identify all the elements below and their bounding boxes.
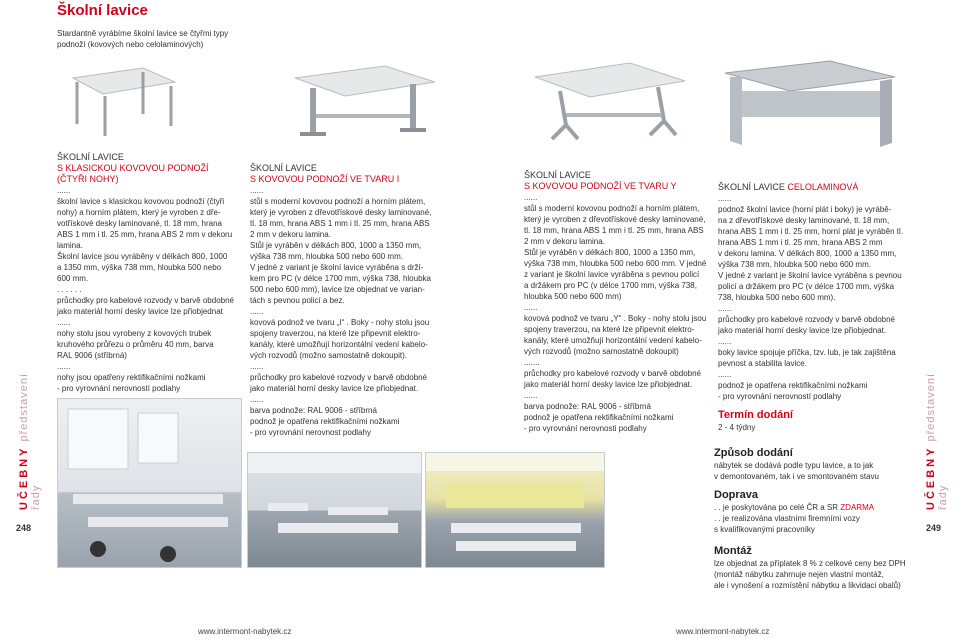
text-line: nohy) a horním plátem, který je vyroben z dře- [57,208,221,217]
text-line: podnož je opatřena rektifikačními nožkami [718,381,868,390]
text-line: stůl s moderní kovovou podnoží a horním plátem, [250,197,426,206]
side-right-light: představení řady [925,373,949,510]
text-line: . . . . . . [57,285,82,294]
footer-url-left: www.intermont-nabytek.cz [198,627,292,636]
text-line: lamina. [57,241,83,250]
right-column-a [524,170,709,434]
right-a-heading-1: ŠKOLNÍ LAVICE [524,170,591,180]
left-heading-2: S KLASICKOU KOVOVOU PODNOŽÍ [57,163,209,173]
text-line: ...... [524,193,538,202]
text-line: ...... [250,307,264,316]
text-line: ...... [718,370,732,379]
doprava-line-3: s kvalifikovanými pracovníky [714,525,815,534]
text-line: jako materiál horní desky lavice lze přiobjednat. [250,384,419,393]
text-line: Stůl je vyráběn v délkách 800, 1000 a 1350 mm, [250,241,422,250]
text-line: výška 738 mm, hloubka 500 nebo 600 mm. [718,260,871,269]
text-line: spojeny traverzou, na které lze připevnit elektro- [250,329,421,338]
text-line: kanály, které umožňují horizontální vedení kabelo- [250,340,428,349]
text-line: podnož školní lavice (horní plát i boky) je vyrábě- [718,205,892,214]
intro-line: Stardantně vyrábíme školní lavice se čtyřmi typy [57,29,229,38]
left-column [57,152,237,394]
text-line: který je vyroben z dřevotřískové desky laminované, [524,215,706,224]
text-line: 2 mm v dekoru lamina. [524,237,605,246]
text-line: průchodky pro kabelové rozvody v barvě obdobné [57,296,234,305]
text-line: ABS 1 mm i tl. 25 mm, hrana ABS 2 mm v dekoru [57,230,233,239]
text-line: ...... [718,194,732,203]
text-line: 738, hloubka 500 nebo 600 mm). [718,293,836,302]
side-label-left [18,360,42,510]
text-line: - pro vyrovnání nerovností podlahy [718,392,842,401]
text-line: průchodky pro kabelové rozvody v barvě obdobné [250,373,427,382]
text-line: policí a držákem pro PC (v délce 1700 mm, výška [718,282,895,291]
desk-y-legs-photo [530,55,690,147]
text-line: tách s pevnou policí a bez. [250,296,345,305]
text-line: jako materiál horní desky lavice lze přiobjednat [57,307,223,316]
middle-column [250,163,450,438]
doprava-line-1-text: . . je poskytována po celé ČR a SR [714,503,841,512]
text-line: V jedné z variant je školní lavice vyráběna s pevnou [718,271,902,280]
text-line: barva podnože: RAL 9006 - stříbrná [524,402,651,411]
page-number-left: 248 [16,523,32,533]
text-line: hrana ABS 1 mm i tl. 25 mm, horní plát je vyráběn tl. [718,227,903,236]
text-line: vých rozvodů (možno samostatně dokoupit) [524,347,679,356]
page-number-right: 249 [926,523,942,533]
montaz-title: Montáž [714,545,752,557]
text-line: a 1350 mm, výška 738 mm, hloubka 500 nebo [57,263,222,272]
footer-url-right: www.intermont-nabytek.cz [676,627,770,636]
classroom-photo-2 [247,452,422,568]
text-line: ...... [57,186,71,195]
termin-title: Termín dodání [718,409,793,421]
montaz-info [714,538,914,591]
text-line: ....... [524,358,540,367]
text-line: tl. 18 mm, hrana ABS 1 mm i tl. 25 mm, hrana ABS [250,219,430,228]
middle-heading-2: S KOVOVOU PODNOŽÍ VE TVARU I [250,174,400,184]
text-line: stůl s moderní kovovou podnoží a horním plátem, [524,204,700,213]
left-heading-1: ŠKOLNÍ LAVICE [57,152,124,162]
side-label-right [925,350,949,510]
side-right-bold: UČEBNY [925,445,937,510]
text-line: kem pro PC (v délce 1700 mm, výška 738, hloubka [250,274,431,283]
montaz-line: lze objednat za příplatek 8 % z celkové ceny bez DPH [714,559,906,568]
text-line: V jedné z variant je školní lavice vyráběna s drží- [250,263,424,272]
zpusob-line: nábytek se dodává podle typu lavice, a to jak [714,461,874,470]
right-b-heading-black: ŠKOLNÍ LAVICE [718,182,785,192]
text-line: votřískové desky laminované, tl. 18 mm, hrana [57,219,222,228]
text-line: jako materiál horní desky lavice lze přiobjednat. [524,380,693,389]
doprava-zdarma: ZDARMA [840,503,875,512]
text-line: ...... [250,395,264,404]
text-line: ...... [250,362,264,371]
desk-four-legs-photo [63,60,183,140]
text-line: jako materiál horní desky lavice lze přiobjednat. [718,326,887,335]
text-line: ...... [57,362,71,371]
intro-line: podnoží (kovových nebo celolaminových) [57,40,204,49]
intro-text [57,28,287,50]
text-line: - pro vyrovnání nerovnosti podlahy [524,424,647,433]
doprava-title: Doprava [714,489,759,501]
text-line: nohy stolu jsou vyrobeny z kovových trubek [57,329,212,338]
zpusob-title: Způsob dodání [714,447,793,459]
delivery-info [714,440,914,535]
classroom-photo-1 [57,398,242,568]
side-left-bold: UČEBNY [18,445,30,510]
text-line: ...... [57,318,71,327]
text-line: ...... [718,337,732,346]
text-line: výška 738 mm, hloubka 500 nebo 600 mm. [250,252,403,261]
text-line: - pro vyrovnání nerovností podlahy [57,384,181,393]
text-line: hloubka 500 nebo 600 mm) [524,292,622,301]
text-line: nohy jsou opatřeny rektifikačními nožkami [57,373,206,382]
text-line: který je vyroben z dřevotřískové desky laminované, [250,208,432,217]
right-a-heading-2: S KOVOVOU PODNOŽÍ VE TVARU Y [524,181,677,191]
text-line: Školní lavice jsou vyráběny v délkách 800, 1000 [57,252,228,261]
doprava-line-2: . . je realizována vlastními firemními vozy [714,514,860,523]
text-line: tl. 18 mm, hrana ABS 1 mm i tl. 25 mm, hrana ABS [524,226,704,235]
text-line: z variant je školní lavice vyráběna s pevnou policí [524,270,700,279]
zpusob-line: v demontovaném, tak i ve smontovaném stavu [714,472,879,481]
text-line: výška 738 mm, hloubka 500 nebo 600 mm. V jedné [524,259,707,268]
desk-i-legs-photo [290,58,440,143]
text-line: hrana ABS 1 mm i tl. 25 mm, hrana ABS 2 mm [718,238,883,247]
text-line: ...... [524,391,538,400]
text-line: vých rozvodů (možno samostatně dokoupit). [250,351,407,360]
desk-full-laminate-photo [720,55,900,155]
text-line: boky lavice spojuje příčka, tzv. lub, je tak zajištěna [718,348,896,357]
middle-heading-1: ŠKOLNÍ LAVICE [250,163,317,173]
text-line: průchodky pro kabelové rozvody v barvě obdobné [524,369,701,378]
text-line: 2 mm v dekoru lamina. [250,230,331,239]
termin-text: 2 - 4 týdny [718,423,756,432]
text-line: RAL 9006 (stříbrná) [57,351,127,360]
text-line: školní lavice s klasickou kovovou podnoží (čtyři [57,197,225,206]
text-line: ...... [718,304,732,313]
text-line: barva podnože: RAL 9006 - stříbrná [250,406,377,415]
side-left-light: představení řady [18,373,42,510]
text-line: kanály, které umožňují horizontální vedení kabelo- [524,336,702,345]
text-line: pevnost a stabilita lavice. [718,359,807,368]
right-b-heading-red: CELOLAMINOVÁ [787,182,859,192]
right-column-b [718,182,908,433]
left-heading-3: (ČTYŘI NOHY) [57,174,119,184]
text-line: na z dřevotřískové desky laminované, tl. 18 mm, [718,216,890,225]
montaz-line: (montáž nábytku zahrnuje nejen vlastní montáž, [714,570,884,579]
text-line: Stůl je vyráběn v délkách 800, 1000 a 1350 mm, [524,248,696,257]
text-line: kruhového průřezu o průměru 40 mm, barva [57,340,214,349]
montaz-line: ale i vynošení a rozmístění nábytku a likvidaci obalů) [714,581,901,590]
classroom-photo-3 [425,452,605,568]
text-line: kovová podnož ve tvaru „I“ . Boky - nohy stolu jsou [250,318,430,327]
text-line: - pro vyrovnání nerovnost podlahy [250,428,371,437]
text-line: podnož je opatřena rektifikačními nožkami [250,417,400,426]
right-b-heading [718,182,908,193]
doprava-line-1 [714,502,914,513]
text-line: podnož je opatřena rektifikačními nožkami [524,413,674,422]
text-line: ...... [524,303,538,312]
text-line: ...... [250,186,264,195]
text-line: 600 mm. [57,274,89,283]
text-line: kovová podnož ve tvaru „Y“ . Boky - nohy stolu jsou [524,314,707,323]
text-line: průchodky pro kabelové rozvody v barvě obdobné [718,315,895,324]
page-title: Školní lavice [57,2,148,19]
text-line: v dekoru lamina. V délkách 800, 1000 a 1350 mm, [718,249,897,258]
text-line: spojeny traverzou, na které lze připevnit elektro- [524,325,695,334]
text-line: a držákem pro PC (v délce 1700 mm, výška 738, [524,281,697,290]
text-line: 500 nebo 600 mm), lavice lze objednat ve varian- [250,285,425,294]
